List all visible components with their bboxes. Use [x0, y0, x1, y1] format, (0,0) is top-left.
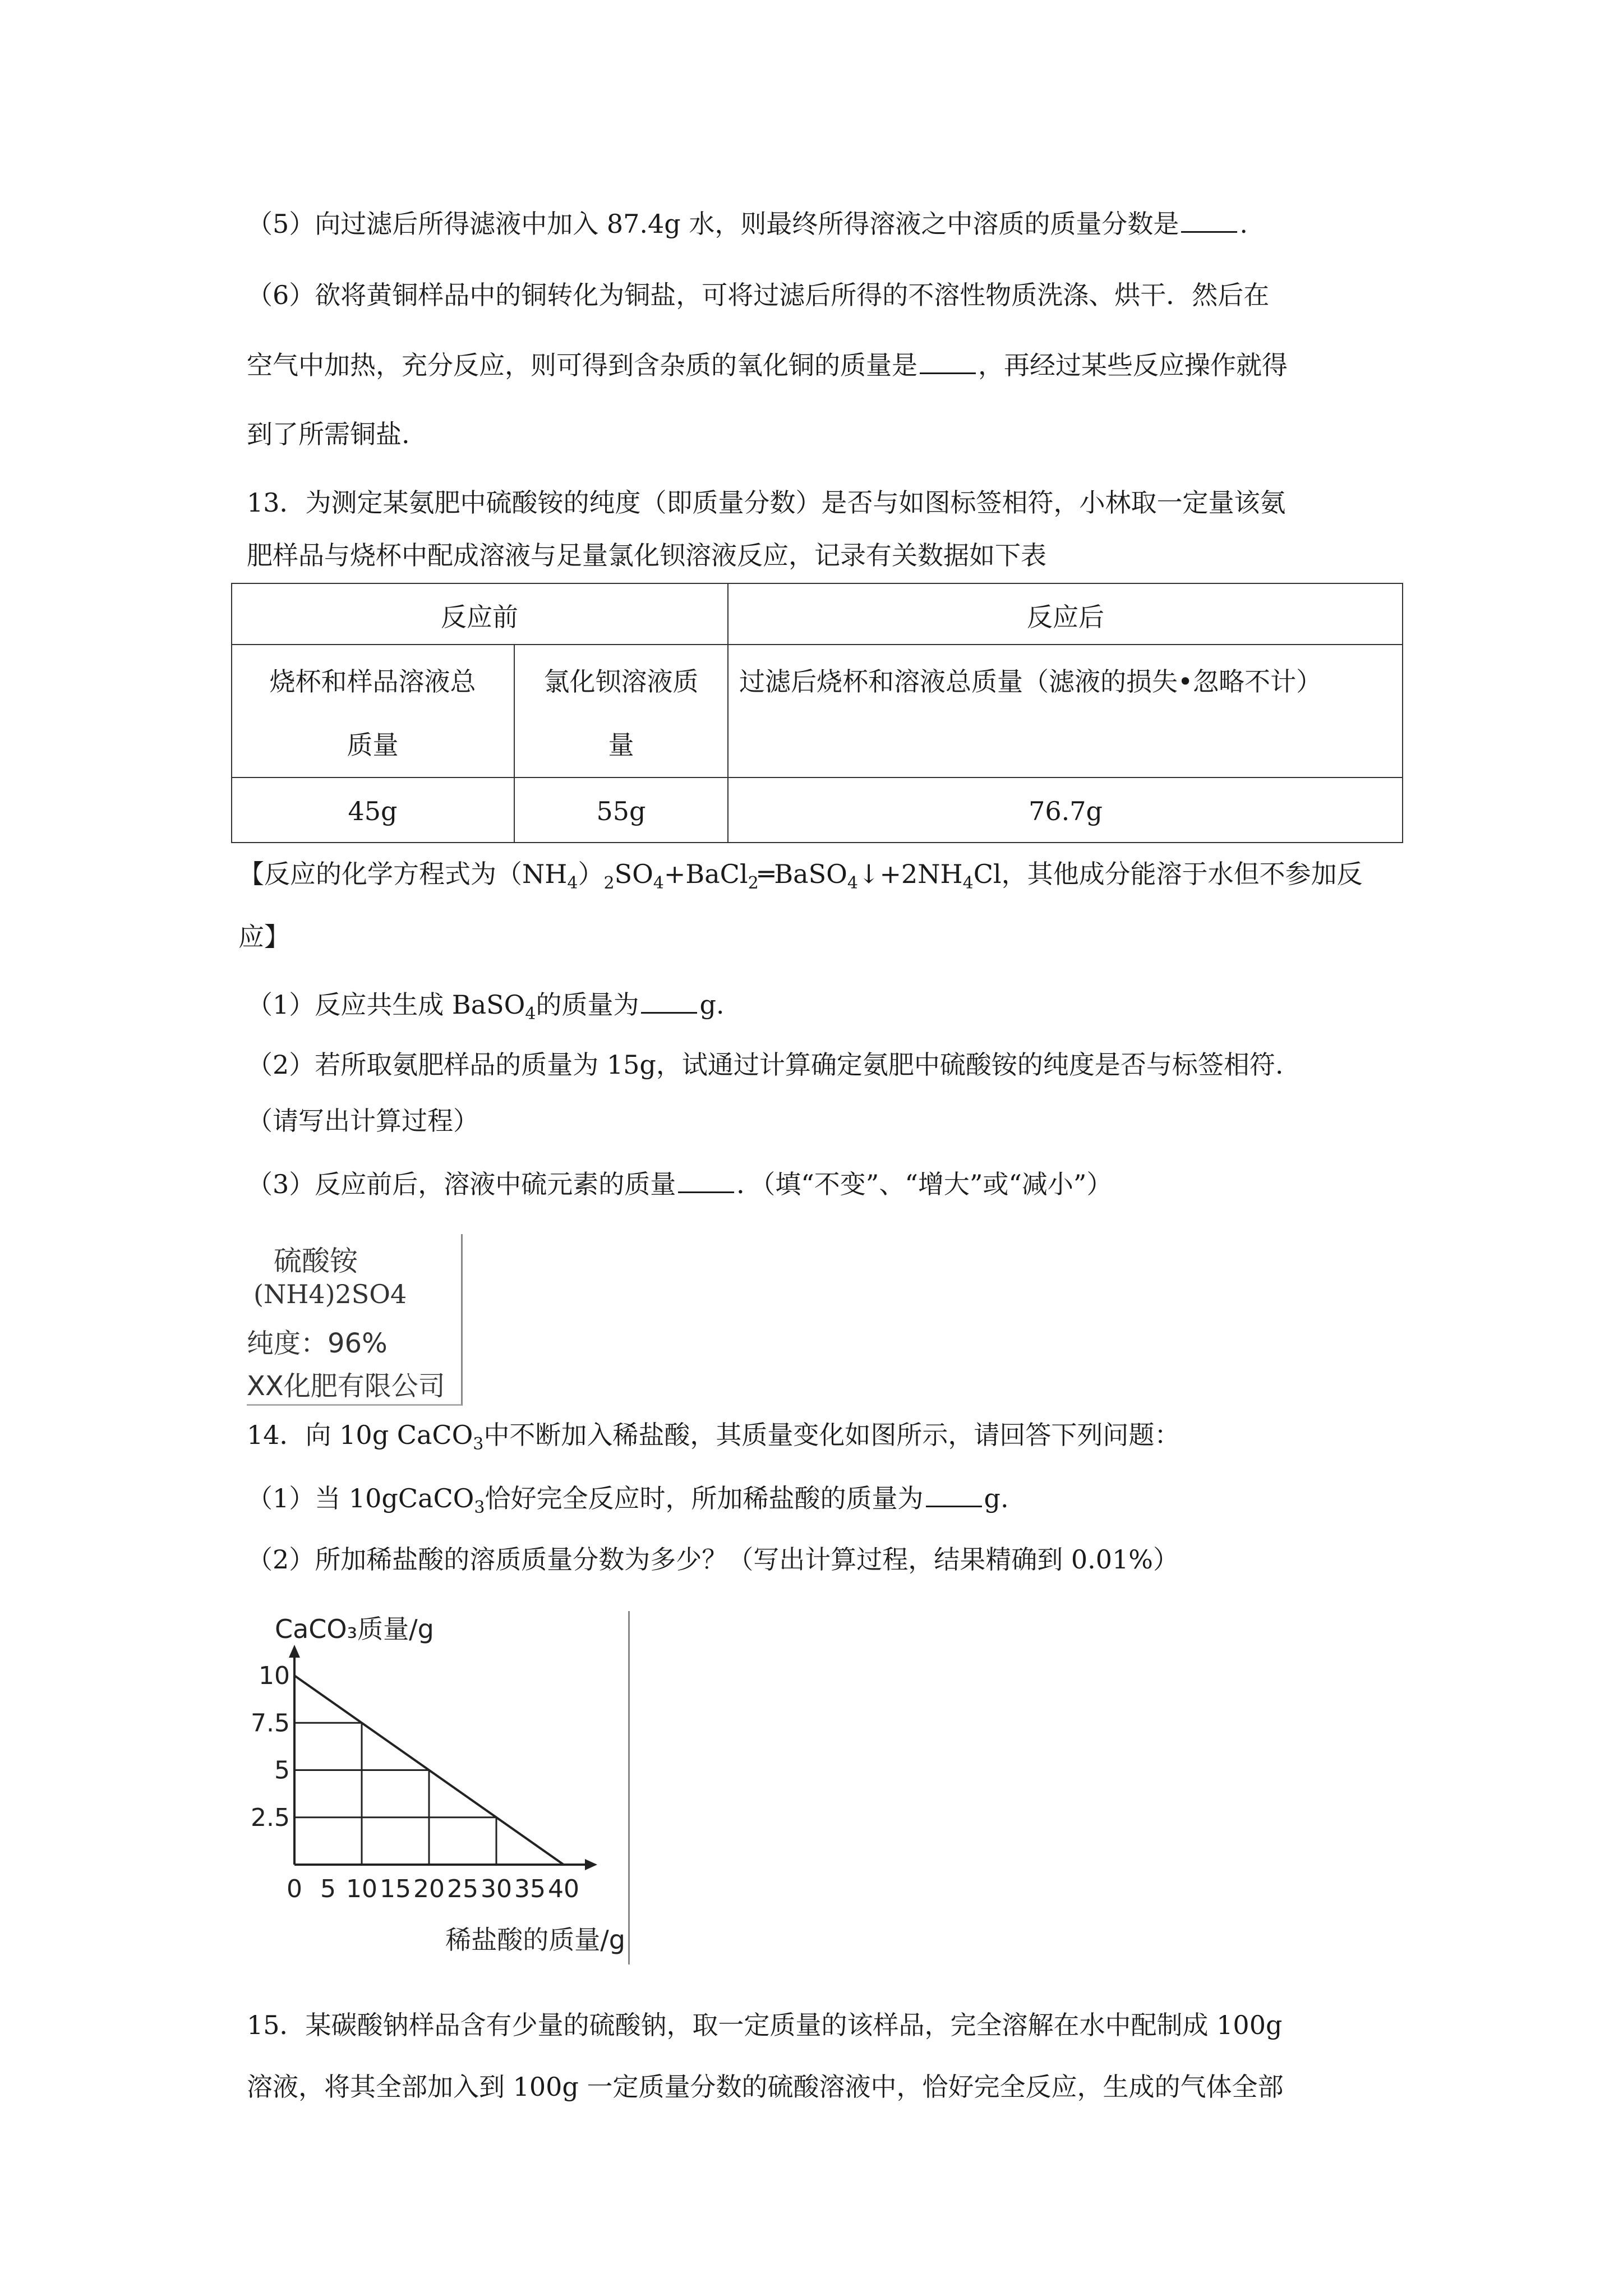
col1-header-line1: 烧杯和样品溶液总 [269, 666, 476, 697]
eq-part: ） [578, 859, 604, 889]
label-name: 硫酸铵 [274, 1245, 358, 1277]
x-tick-label: 10 [346, 1875, 377, 1903]
question-15-line-1: 15．某碳酸钠样品含有少量的硫酸钠，取一定质量的该样品，完全溶解在水中配制成 100g [247, 2010, 1283, 2040]
value-bacl2-solution: 55g [596, 796, 646, 826]
x-tick-label: 40 [548, 1875, 579, 1903]
eq-part: ═BaSO [758, 859, 847, 889]
q14-text-a: 14．向 10g CaCO [247, 1420, 473, 1450]
col2-header-line2: 量 [608, 730, 634, 760]
reaction-equation-line-1 [238, 857, 1363, 891]
x-tick-label: 0 [287, 1875, 302, 1903]
label-formula: (NH4)2SO4 [253, 1279, 407, 1309]
question-13-sub-2-line-1: （2）若所取氨肥样品的质量为 15g，试通过计算确定氨肥中硫酸铵的纯度是否与标签相符. [247, 1050, 1284, 1080]
question-13-sub-2-line-2: （请写出计算过程） [247, 1106, 479, 1136]
y-tick-label: 7.5 [251, 1709, 290, 1738]
question-13-line-1: 13．为测定某氨肥中硫酸铵的纯度（即质量分数）是否与如图标签相符，小林取一定量该氨 [247, 487, 1286, 518]
value-beaker-sample: 45g [348, 796, 398, 826]
q14-sub1-unit: g. [984, 1483, 1009, 1513]
question-6-line-3: 到了所需铜盐. [247, 419, 410, 449]
eq-part: Cl，其他成分能溶于水但不参加反 [973, 859, 1363, 889]
table-header-before: 反应前 [441, 602, 518, 632]
question-13-sub-1 [247, 987, 725, 1022]
sub1-text-a: （1）反应共生成 BaSO [247, 990, 525, 1020]
answer-blank [920, 348, 976, 374]
q14-sub1-text-b: 恰好完全反应时，所加稀盐酸的质量为 [485, 1483, 924, 1513]
sub3-text-b: ．（填“不变”、“增大”或“减小”） [736, 1169, 1113, 1199]
col3-header: 过滤后烧杯和溶液总质量（滤液的损失•忽略不计） [739, 666, 1322, 697]
sub1-text-b: 的质量为 [536, 990, 639, 1020]
chart-svg [247, 1611, 628, 1964]
eq-sub: 4 [567, 873, 578, 893]
x-tick-label: 30 [481, 1875, 512, 1903]
eq-sub: 2 [603, 873, 615, 893]
answer-blank [641, 987, 697, 1014]
question-13-sub-3 [247, 1167, 1112, 1201]
answer-blank [678, 1167, 734, 1193]
value-after-filter: 76.7g [1029, 796, 1103, 826]
x-tick-label: 15 [380, 1875, 411, 1903]
data-table [231, 583, 1403, 843]
question-13-line-2: 肥样品与烧杯中配成溶液与足量氯化钡溶液反应，记录有关数据如下表 [247, 540, 1046, 570]
eq-sub: 4 [653, 873, 664, 893]
question-6-text-b: ，再经过某些反应操作就得 [978, 350, 1288, 380]
caco3-mass-chart [247, 1611, 630, 1964]
x-tick-label: 20 [413, 1875, 445, 1903]
label-company: XX化肥有限公司 [247, 1370, 445, 1402]
x-axis-arrow [585, 1859, 597, 1870]
sub1-subscript: 4 [525, 1004, 536, 1024]
x-axis-label: 稀盐酸的质量/g [445, 1925, 625, 1955]
punctuation: . [1239, 209, 1248, 239]
question-6-text-a: 空气中加热，充分反应，则可得到含杂质的氧化铜的质量是 [247, 350, 917, 380]
y-axis-label: CaCO₃质量/g [275, 1614, 434, 1644]
eq-sub: 4 [962, 873, 974, 893]
q14-subscript: 3 [473, 1434, 484, 1454]
question-14-line-1 [247, 1418, 1180, 1452]
y-tick-label: 10 [259, 1662, 290, 1690]
q14-text-b: 中不断加入稀盐酸，其质量变化如图所示，请回答下列问题： [483, 1420, 1181, 1450]
question-6-line-1: （6）欲将黄铜样品中的铜转化为铜盐，可将过滤后所得的不溶性物质洗涤、烘干．然后在 [247, 280, 1270, 310]
answer-blank [1181, 206, 1237, 233]
x-tick-label: 35 [514, 1875, 546, 1903]
col1-header-line2: 质量 [347, 730, 399, 760]
eq-part: 【反应的化学方程式为（NH [238, 859, 568, 889]
x-tick-label: 5 [320, 1875, 336, 1903]
sub3-text-a: （3）反应前后，溶液中硫元素的质量 [247, 1169, 676, 1199]
answer-blank [926, 1481, 982, 1507]
y-tick-label: 5 [274, 1756, 290, 1785]
label-purity: 纯度：96% [247, 1328, 388, 1359]
question-6-line-2 [247, 348, 1288, 382]
question-5-line [247, 206, 1248, 241]
col2-header-line1: 氯化钡溶液质 [543, 666, 699, 697]
question-15-line-2: 溶液，将其全部加入到 100g 一定质量分数的硫酸溶液中，恰好完全反应，生成的气体全部 [247, 2072, 1284, 2102]
eq-part: +BaCl [663, 859, 748, 889]
q14-sub1-text-a: （1）当 10gCaCO [247, 1483, 474, 1513]
eq-sub: 2 [748, 873, 759, 893]
sub1-unit: g. [699, 990, 725, 1020]
eq-sub: 4 [847, 873, 858, 893]
reaction-equation-line-2: 应】 [238, 922, 290, 952]
product-label-image [247, 1234, 463, 1406]
eq-part: SO [614, 859, 653, 889]
y-axis-arrow [289, 1645, 300, 1658]
x-tick-label: 25 [447, 1875, 478, 1903]
y-tick-label: 2.5 [251, 1803, 290, 1832]
eq-part: ↓+2NH [857, 859, 963, 889]
table-header-after: 反应后 [1027, 602, 1104, 632]
question-14-sub-2: （2）所加稀盐酸的溶质质量分数为多少？（写出计算过程，结果精确到 0.01%） [247, 1544, 1179, 1575]
question-14-sub-1 [247, 1481, 1009, 1515]
question-5-text: （5）向过滤后所得滤液中加入 87.4g 水，则最终所得溶液之中溶质的质量分数是 [247, 209, 1179, 239]
q14-sub1-subscript: 3 [474, 1498, 485, 1517]
